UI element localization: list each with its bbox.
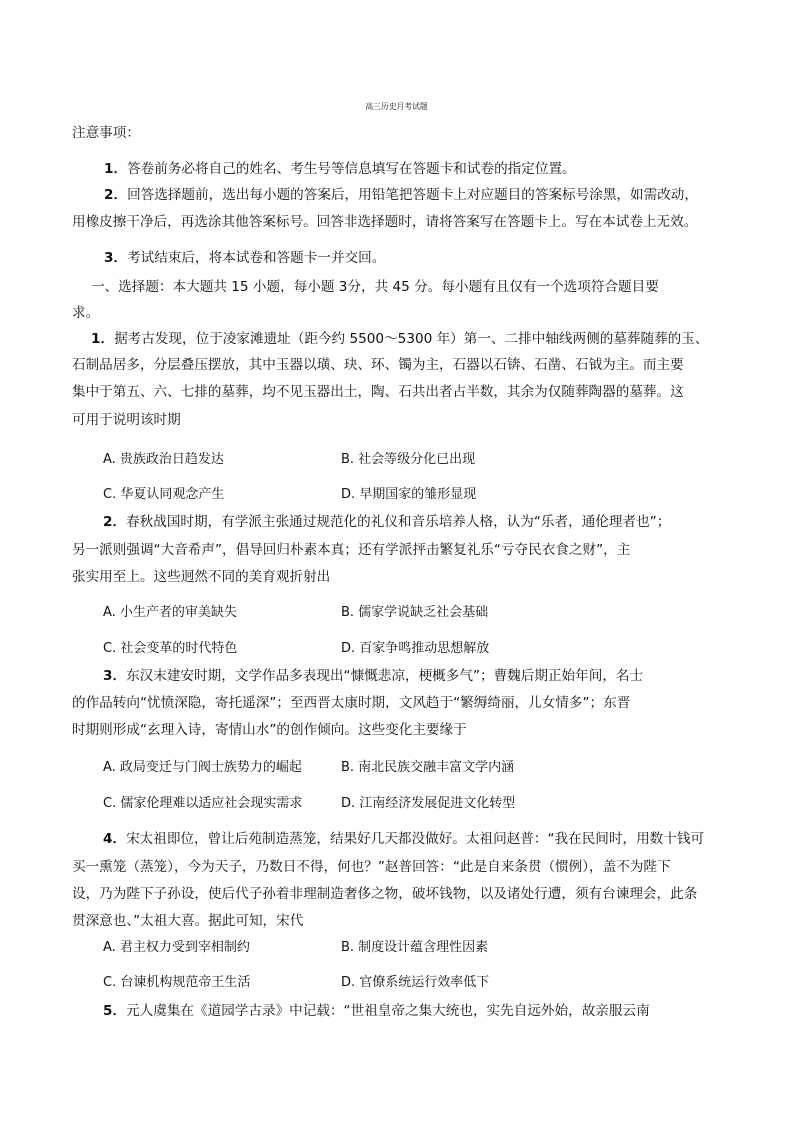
question-1-option-b[interactable]: B. 社会等级分化已出现 [341, 452, 476, 467]
question-4-line: 设，乃为陛下子孙设，使后代子孙着非理制造奢侈之物，破坏钱物，以及诸处行遭，须有台谏理会，此条 [72, 886, 698, 902]
question-3-line: 时期则形成“玄理入诗，寄情山水”的创作倾向。这些变化主要缘于 [72, 722, 467, 738]
question-2-option-c[interactable]: C. 社会变革的时代特色 [103, 641, 238, 656]
question-number: 1． [91, 331, 115, 347]
notice-number: 3． [104, 250, 128, 266]
question-text: 元人虞集在《道园学古录》中记载：“世祖皇帝之集大统也，实先自远外始，故亲服云南 [126, 1003, 650, 1019]
notice-text: 答卷前务必将自己的姓名、考生号等信息填写在答题卡和试卷的指定位置。 [127, 161, 576, 177]
question-number: 3． [103, 668, 127, 684]
question-2-line: 张实用至上。这些迥然不同的美育观折射出 [72, 569, 331, 585]
question-3-option-d[interactable]: D. 江南经济发展促进文化转型 [341, 796, 516, 811]
question-1-option-c[interactable]: C. 华夏认同观念产生 [103, 487, 225, 502]
question-3-line: 的作品转向“忧愤深隐，寄托遥深”；至西晋太康时期，文风趋于“繁缛绮丽，儿女情多”；东晋 [72, 695, 631, 711]
question-2-line: 另一派则强调“大音希声”，倡导回归朴素本真；还有学派抨击繁复礼乐“亏夺民衣食之财”，主 [72, 542, 631, 558]
notice-text-continued: 用橡皮擦干净后，再选涂其他答案标号。回答非选择题时，请将答案写在答题卡上。写在本试卷上无效。 [72, 214, 698, 230]
question-number: 4． [103, 831, 127, 847]
notice-number: 1． [104, 161, 128, 177]
notice-item [104, 160, 576, 178]
question-3-option-a[interactable]: A. 政局变迁与门阀士族势力的崛起 [103, 760, 302, 775]
question-1-line: 集中于第五、六、七排的墓葬，均不见玉器出土，陶、石共出者占半数，其余为仅随葬陶器的墓葬。这 [72, 384, 684, 400]
notice-item [104, 186, 698, 204]
exam-title: 高三历史月考试题 [365, 102, 428, 111]
section-heading-continued: 求。 [72, 305, 100, 321]
question-5-line [103, 1002, 650, 1020]
question-1-option-d[interactable]: D. 早期国家的雏形显现 [341, 487, 477, 502]
question-4-option-c[interactable]: C. 台谏机构规范帝王生活 [103, 975, 251, 990]
question-3-option-c[interactable]: C. 儒家伦理难以适应社会现实需求 [103, 796, 303, 811]
question-4-option-d[interactable]: D. 官僚系统运行效率低下 [341, 975, 490, 990]
notice-text: 考试结束后，将本试卷和答题卡一并交回。 [127, 250, 386, 266]
section-heading: 一、选择题：本大题共 15 小题，每小题 3分，共 45 分。每小题有且仅有一个选项符合题目要 [91, 279, 659, 295]
question-2-option-a[interactable]: A. 小生产者的审美缺失 [103, 605, 237, 620]
question-4-line: 贯深意也、”太祖大喜。据此可知，宋代 [72, 913, 304, 929]
question-2-option-b[interactable]: B. 儒家学说缺乏社会基础 [341, 605, 489, 620]
question-4-line: 买一熏笼（蒸笼），今为天子，乃数日不得，何也？”赵普回答：“此是自来条贯（惯例），盖不为陛下 [72, 859, 671, 875]
notice-heading: 注意事项： [72, 125, 140, 141]
question-4-line [103, 830, 704, 848]
notice-number: 2． [104, 187, 128, 203]
question-4-option-a[interactable]: A. 君主权力受到宰相制约 [103, 940, 250, 955]
question-4-option-b[interactable]: B. 制度设计蕴含理性因素 [341, 940, 489, 955]
question-text: 东汉末建安时期，文学作品多表现出“慷慨悲凉，梗概多气”；曹魏后期正始年间，名士 [126, 668, 644, 684]
question-1-option-a[interactable]: A. 贵族政治日趋发达 [103, 452, 224, 467]
question-2-line [103, 513, 670, 531]
question-text: 春秋战国时期，有学派主张通过规范化的礼仪和音乐培养人格，认为“乐者，通伦理者也”； [126, 514, 671, 530]
notice-text: 回答选择题前，选出每小题的答案后，用铅笔把答题卡上对应题目的答案标号涂黑，如需改动， [127, 187, 698, 203]
question-3-line [103, 667, 643, 685]
question-text: 据考古发现，位于凌家滩遗址（距今约 5500～5300 年）第一、二排中轴线两侧的墓葬随葬的玉、 [114, 331, 709, 347]
question-number: 5． [103, 1003, 127, 1019]
notice-item [104, 249, 385, 267]
question-1-line: 可用于说明该时期 [72, 412, 181, 428]
question-3-option-b[interactable]: B. 南北民族交融丰富文学内涵 [341, 760, 515, 775]
question-1-line [91, 330, 708, 348]
question-text: 宋太祖即位，曾让后苑制造蒸笼，结果好几天都没做好。太祖问赵普：“我在民间时，用数十钱可 [126, 831, 705, 847]
question-2-option-d[interactable]: D. 百家争鸣推动思想解放 [341, 641, 490, 656]
question-1-line: 石制品居多，分层叠压摆放，其中玉器以璜、玦、环、镯为主，石器以石锛、石凿、石钺为主。而主要 [72, 357, 684, 373]
question-number: 2． [103, 514, 127, 530]
